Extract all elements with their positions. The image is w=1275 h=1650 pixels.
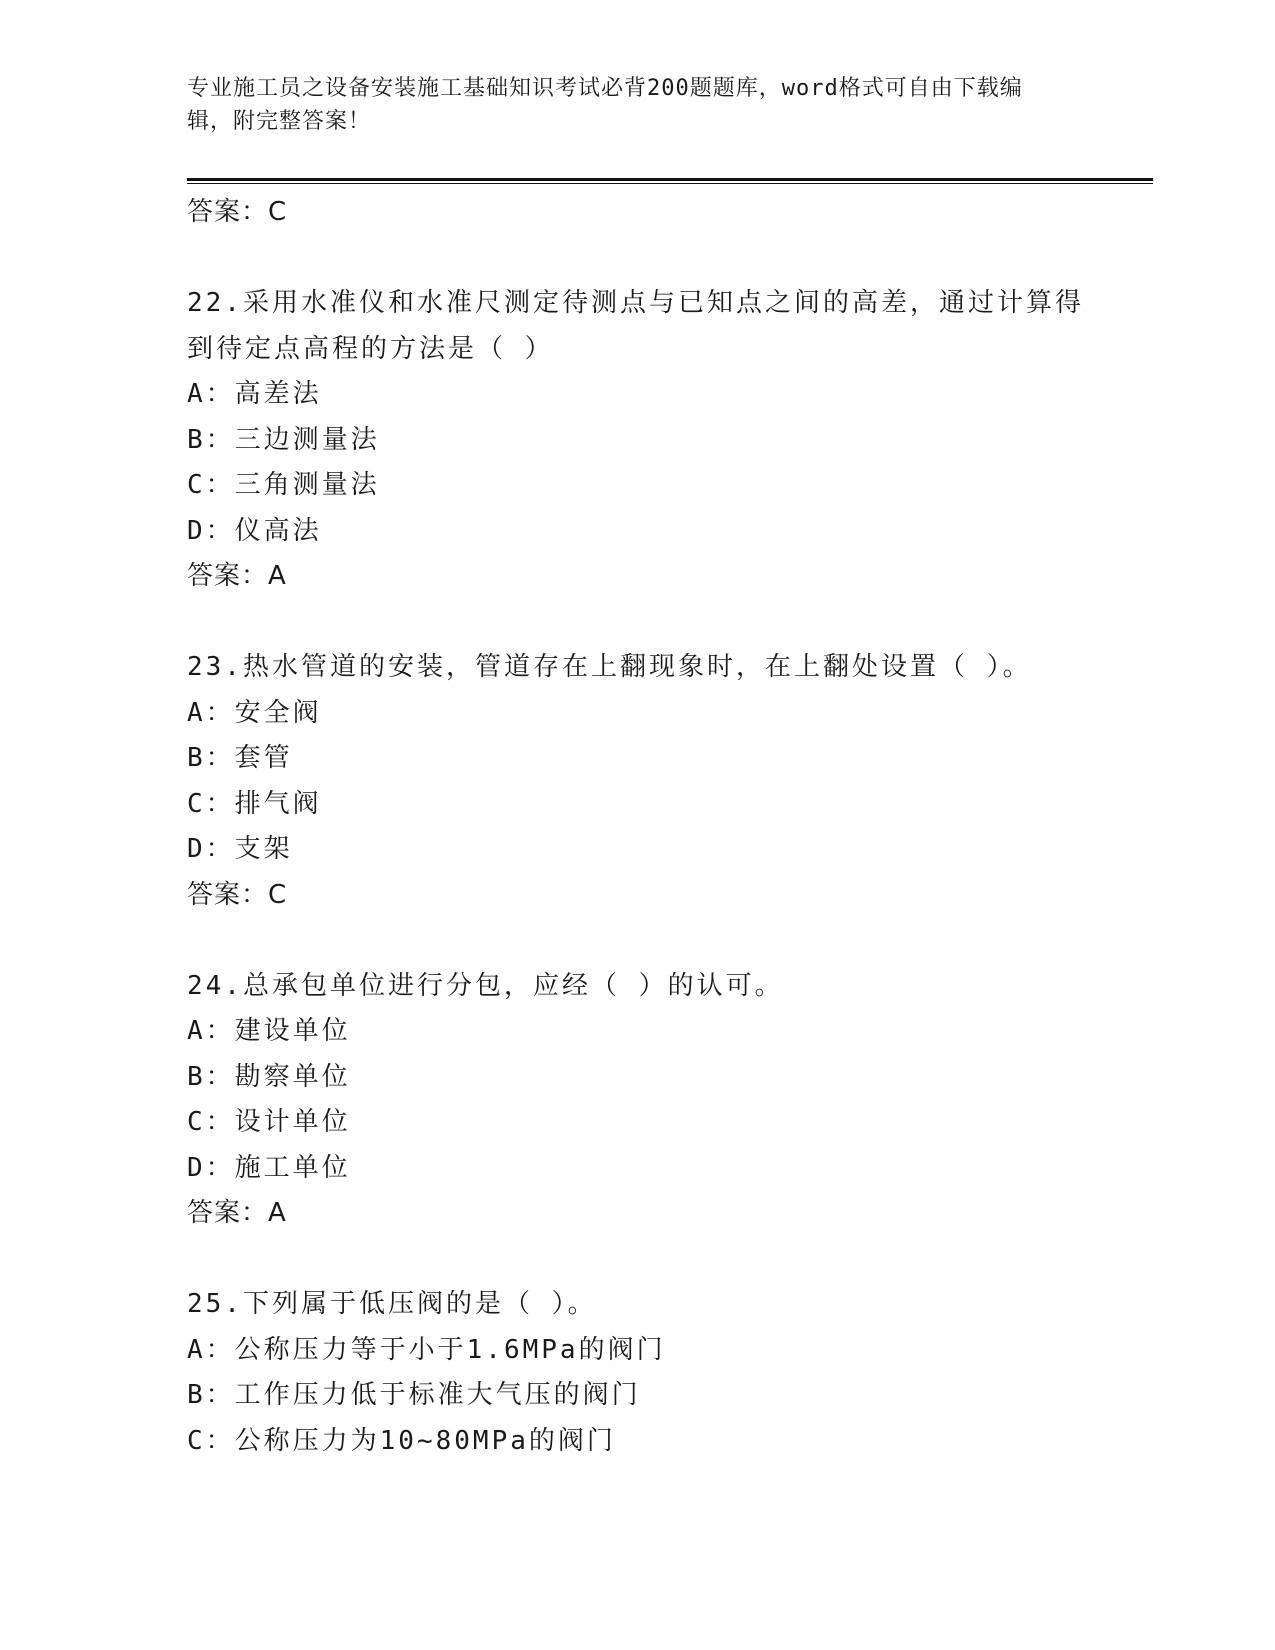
question-stem: 24.总承包单位进行分包，应经（ ）的认可。 [187, 970, 784, 1001]
option-c: C：三角测量法 [187, 470, 380, 500]
answer-label: 答案： [187, 879, 269, 910]
option-b: B：勘察单位 [187, 1061, 351, 1092]
question-stem: 25.下列属于低压阀的是（ ）。 [187, 1289, 597, 1319]
option-d: D：仪高法 [187, 515, 322, 546]
option-a: A：安全阀 [187, 697, 322, 728]
option-b: B：三边测量法 [187, 424, 380, 455]
option-d: D：支架 [187, 834, 293, 864]
answer-label: 答案： [187, 561, 269, 591]
answer-label: 答案： [187, 197, 269, 227]
question-stem: 23.热水管道的安装，管道存在上翻现象时，在上翻处设置（ ）。 [187, 652, 1032, 682]
answer-line [187, 554, 1087, 600]
option-a: A：高差法 [187, 379, 322, 409]
option-c: C：设计单位 [187, 1107, 351, 1137]
option-c: C：排气阀 [187, 788, 322, 819]
answer-value: A [268, 561, 287, 591]
option-a: A：公称压力等于小于1.6MPa的阀门 [187, 1334, 666, 1365]
option-b: B：套管 [187, 743, 293, 773]
answer-value: C [268, 879, 288, 910]
header-divider-thin [187, 183, 1153, 184]
answer-label: 答案： [187, 1198, 269, 1228]
option-d: D：施工单位 [187, 1152, 351, 1183]
option-c: C：公称压力为10~80MPa的阀门 [187, 1425, 616, 1456]
option-b: B：工作压力低于标准大气压的阀门 [187, 1380, 641, 1410]
question-block [187, 1282, 1087, 1464]
question-block [187, 281, 1087, 600]
answer-line [187, 1191, 1087, 1237]
answer-value: A [268, 1198, 287, 1228]
question-stem: 到待定点高程的方法是（ ） [187, 333, 554, 364]
answer-line [187, 190, 1087, 236]
option-a: A：建设单位 [187, 1016, 351, 1046]
answer-line [187, 873, 1087, 919]
question-stem: 22.采用水准仪和水准尺测定待测点与已知点之间的高差，通过计算得 [187, 288, 1084, 318]
question-block [187, 964, 1087, 1237]
header-divider-thick [187, 178, 1153, 181]
document-body [187, 190, 1087, 1464]
answer-value: C [268, 197, 288, 227]
document-header: 专业施工员之设备安装施工基础知识考试必背200题题库，word格式可自由下载编辑，附完整答案！ [187, 76, 1023, 134]
question-block [187, 645, 1087, 918]
